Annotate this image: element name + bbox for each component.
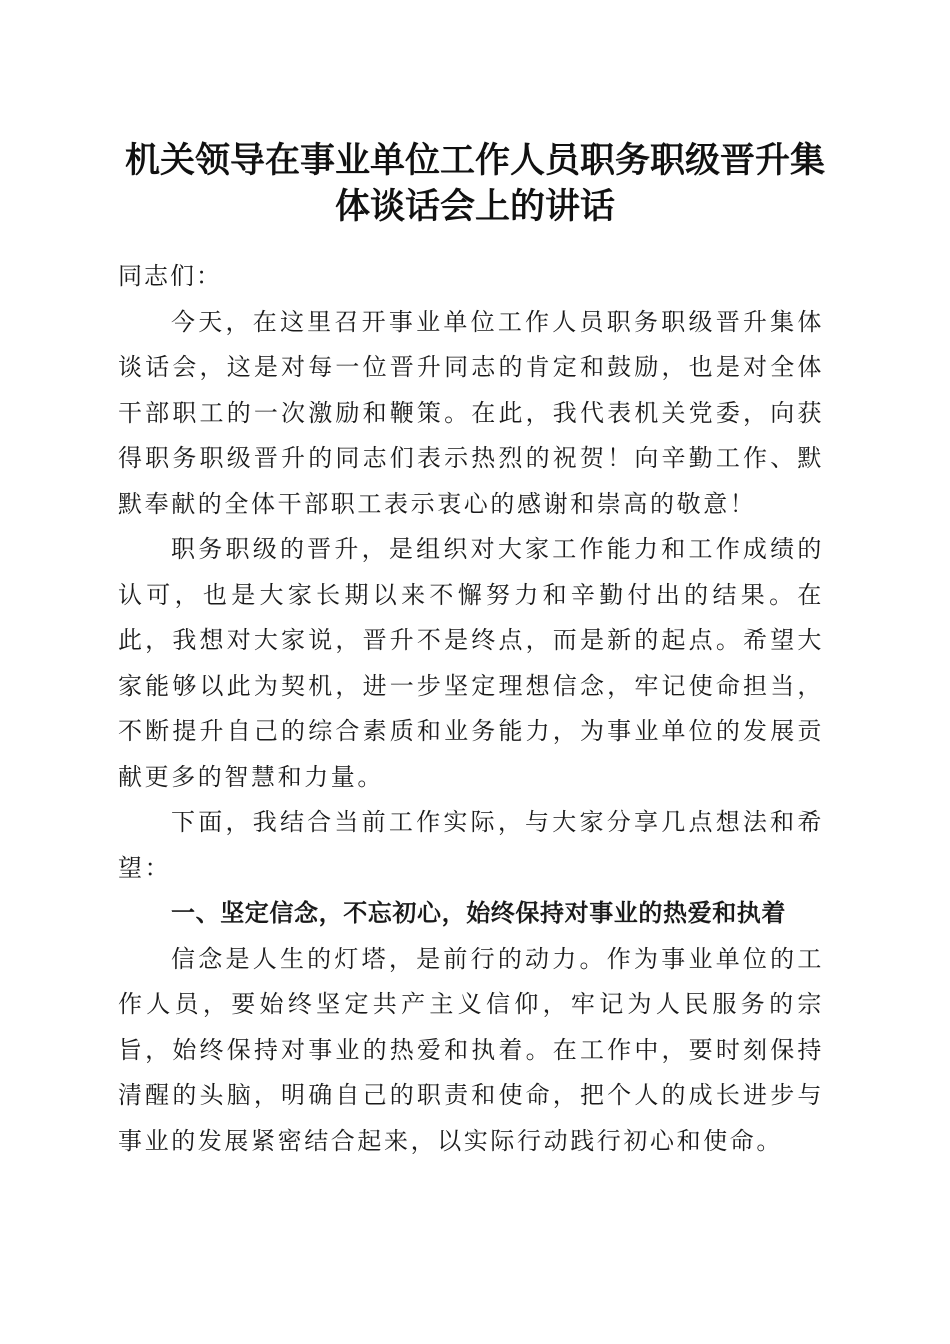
section-1-heading: 一、坚定信念，不忘初心，始终保持对事业的热爱和执着	[171, 899, 786, 927]
document-body	[118, 254, 824, 1164]
title-line-1: 机关领导在事业单位工作人员职务职级晋升集	[124, 140, 825, 181]
paragraph-opening: 今天，在这里召开事业单位工作人员职务职级晋升集体谈话会，这是对每一位晋升同志的肯定和鼓励，也是对全体干部职工的一次激励和鞭策。在此，我代表机关党委，向获得职务职级晋升的同志们表示热烈的祝贺！向辛勤工作、默默奉献的全体干部职工表示衷心的感谢和崇高的敬意！	[118, 307, 824, 518]
salutation: 同志们：	[118, 262, 222, 290]
section-1-paragraph: 信念是人生的灯塔，是前行的动力。作为事业单位的工作人员，要始终坚定共产主义信仰，牢记为人民服务的宗旨，始终保持对事业的热爱和执着。在工作中，要时刻保持清醒的头脑，明确自己的职责和使命，把个人的成长进步与事业的发展紧密结合起来，以实际行动践行初心和使命。	[118, 944, 824, 1155]
document-title	[110, 138, 840, 230]
title-line-2: 体谈话会上的讲话	[334, 186, 615, 227]
paragraph-promotion-meaning: 职务职级的晋升，是组织对大家工作能力和工作成绩的认可，也是大家长期以来不懈努力和辛勤付出的结果。在此，我想对大家说，晋升不是终点，而是新的起点。希望大家能够以此为契机，进一步坚定理想信念，牢记使命担当，不断提升自己的综合素质和业务能力，为事业单位的发展贡献更多的智慧和力量。	[118, 535, 824, 791]
paragraph-transition: 下面，我结合当前工作实际，与大家分享几点想法和希望：	[118, 808, 824, 882]
